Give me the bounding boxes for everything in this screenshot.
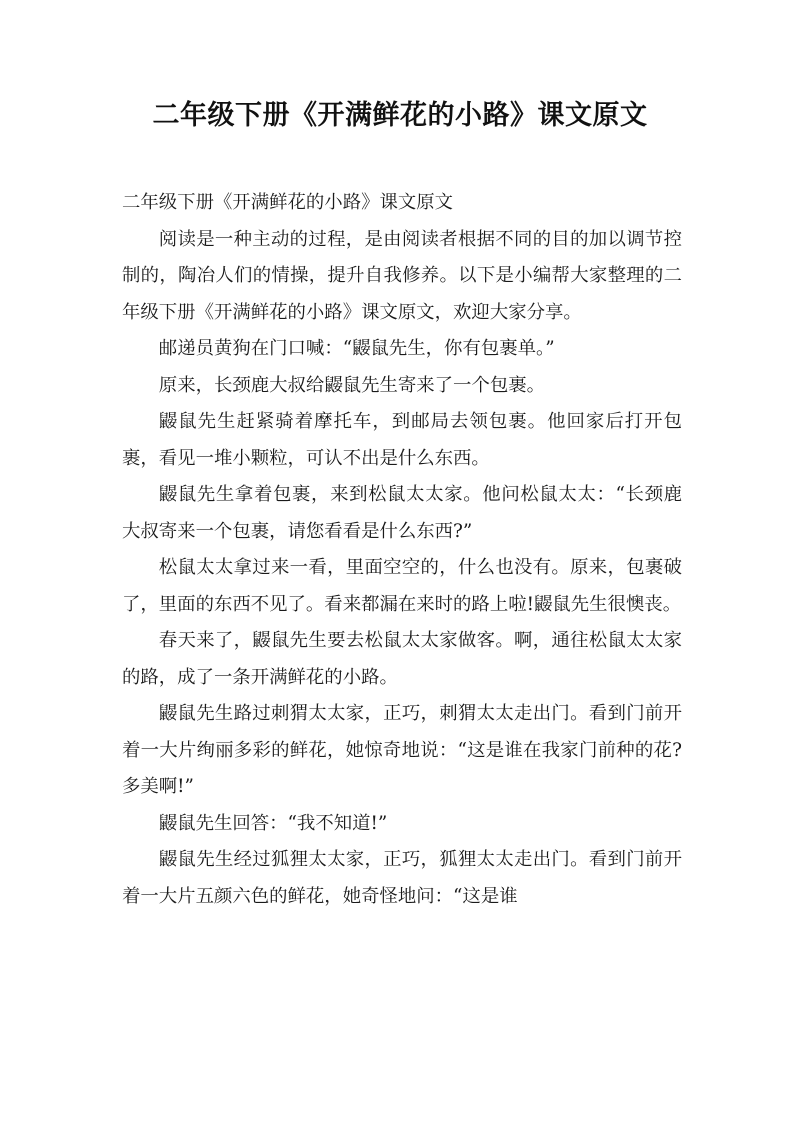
document-body bbox=[122, 185, 682, 915]
paragraph: 鼹鼠先生经过狐狸太太家，正巧，狐狸太太走出门。看到门前开着一大片五颜六色的鲜花，她奇怪地问：“这是谁 bbox=[122, 849, 682, 907]
paragraph: 阅读是一种主动的过程，是由阅读者根据不同的目的加以调节控制的，陶冶人们的情操，提升自我修养。以下是小编帮大家整理的二年级下册《开满鲜花的小路》课文原文，欢迎大家分享。 bbox=[122, 228, 682, 323]
paragraph: 鼹鼠先生赶紧骑着摩托车，到邮局去领包裹。他回家后打开包裹，看见一堆小颗粒，可认不出是什么东西。 bbox=[122, 411, 682, 469]
paragraph: 松鼠太太拿过来一看，里面空空的，什么也没有。原来，包裹破了，里面的东西不见了。看来都漏在来时的路上啦!鼹鼠先生很懊丧。 bbox=[122, 557, 682, 615]
paragraph: 鼹鼠先生拿着包裹，来到松鼠太太家。他问松鼠太太：“长颈鹿大叔寄来一个包裹，请您看看是什么东西?” bbox=[122, 484, 682, 542]
document-title: 二年级下册《开满鲜花的小路》课文原文 bbox=[152, 100, 648, 131]
paragraph: 二年级下册《开满鲜花的小路》课文原文 bbox=[122, 192, 454, 213]
paragraph: 春天来了，鼹鼠先生要去松鼠太太家做客。啊，通往松鼠太太家的路，成了一条开满鲜花的小路。 bbox=[122, 630, 682, 688]
paragraph: 邮递员黄狗在门口喊：“鼹鼠先生，你有包裹单。” bbox=[158, 338, 555, 359]
paragraph: 鼹鼠先生回答：“我不知道!” bbox=[158, 812, 388, 834]
paragraph: 原来，长颈鹿大叔给鼹鼠先生寄来了一个包裹。 bbox=[158, 374, 546, 396]
paragraph: 鼹鼠先生路过刺猬太太家，正巧，刺猬太太走出门。看到门前开着一大片绚丽多彩的鲜花，她惊奇地说：“这是谁在我家门前种的花?多美啊!” bbox=[122, 703, 682, 797]
